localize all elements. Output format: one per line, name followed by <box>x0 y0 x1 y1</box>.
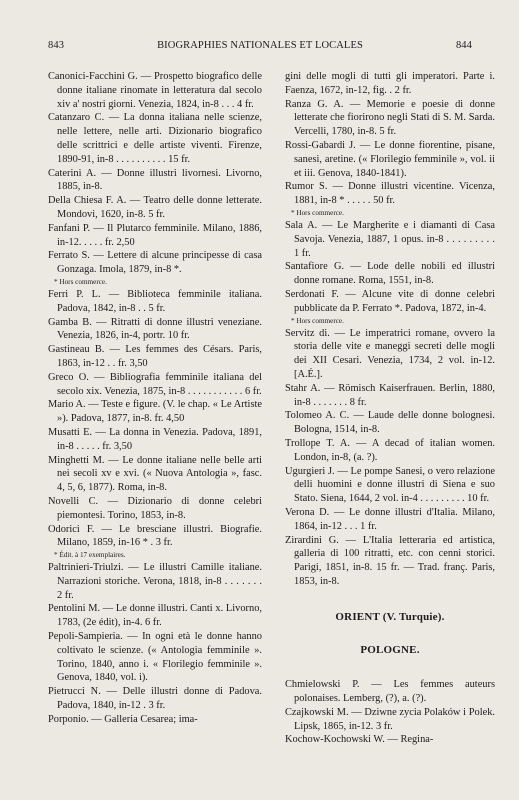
section-heading: ORIENT (V. Turquie). <box>335 610 445 623</box>
bibliography-entry: Stahr A. — Römisch Kaiserfrauen. Berlin, 1880, in-8 . . . . . . . 8 fr. <box>285 382 495 408</box>
bibliography-entry: Pentolini M. — Le donne illustri. Canti x. Livorno, 1783, (2e édit), in-4. 6 fr. <box>48 603 262 629</box>
bibliography-entry: Serdonati F. — Alcune vite di donne celebri pubblicate da P. Ferrato *. Padova, 1872, in-4. <box>285 288 495 314</box>
page-header <box>48 40 472 54</box>
right-column <box>285 70 495 747</box>
bibliography-entry: Canonici-Facchini G. — Prospetto biografico delle donne italiane rinomate in letteratura dal secolo xiv a' nostri giorni. Venezia, 1824, in-8 . . . 4 fr. <box>48 71 262 110</box>
bibliography-entry: Mario A. — Teste e figure. (V. le chap. « Le Artiste »). Padova, 1877, in-8. fr. 4,50 <box>48 399 262 425</box>
bibliography-entry: Ranza G. A. — Memorie e poesie di donne letterate che fiorirono negli Stati di S. M. Sarda. Vercelli, 1780, in-8. 5 fr. <box>285 98 495 138</box>
bibliography-entry: Musatti E. — La donna in Venezia. Padova, 1891, in-8 . . . . . fr. 3,50 <box>48 426 262 452</box>
footnote: * Édit. à 17 exemplaires. <box>54 551 126 560</box>
bibliography-entry: Odorici F. — Le bresciane illustri. Biografie. Milano, 1859, in-16 * . 3 fr. <box>48 523 262 549</box>
footnote: * Hors commerce. <box>54 277 107 286</box>
bibliography-entry: Rossi-Gabardi J. — Le donne fiorentine, pisane, sanesi, aretine. (« Florilegio femminile », vol. ii et iii. Genova, 1840-1841). <box>285 139 495 179</box>
section-heading: POLOGNE. <box>360 644 420 657</box>
running-title: BIOGRAPHIES NATIONALES ET LOCALES <box>157 40 363 51</box>
bibliography-entry: Ferrato S. — Lettere di alcune principesse di casa Gonzaga. Imola, 1879, in-8 *. <box>48 250 262 276</box>
page-number-right: 844 <box>455 40 472 51</box>
bibliography-entry: Pietrucci N. — Delle illustri donne di Padova. Padova, 1840, in-12 . 3 fr. <box>48 686 262 712</box>
bibliography-entry: Caterini A. — Donne illustri livornesi. Livorno, 1885, in-8. <box>48 167 262 193</box>
bibliography-entry: Novelli C. — Dizionario di donne celebri piemontesi. Torino, 1853, in-8. <box>48 495 262 521</box>
bibliography-entry: Porponio. — Galleria Cesarea; ima- <box>48 713 198 725</box>
bibliography-entry: Sala A. — Le Margherite e i diamanti di Casa Savoja. Venezia, 1887, 1 opus. in-8 . . . . . . . . . 1 fr. <box>285 219 495 259</box>
bibliography-entry: Gastineau B. — Les femmes des Césars. Paris, 1863, in-12 . . fr. 3,50 <box>48 344 262 369</box>
bibliography-entry: Della Chiesa F. A. — Teatro delle donne letterate. Mondovi, 1620, in-8. 5 fr. <box>48 195 262 220</box>
bibliography-entry: Santafiore G. — Lode delle nobili ed illustri donne romane. Roma, 1551, in-8. <box>285 261 495 287</box>
bibliography-entry: Minghetti M. — Le donne italiane nelle belle arti nei secoli xv e xvi. (« Nuova Antologia », fasc. 4, 5, 6, 1877). Roma, in-8. <box>48 454 262 494</box>
bibliography-entry: Rumor S. — Donne illustri vicentine. Vicenza, 1881, in-8 * . . . . . 50 fr. <box>285 181 495 207</box>
bibliography-entry: Pepoli-Sampieria. — In ogni età le donne hanno coltivato le scienze. (« Antologia femminile ». Torino, 1840, anno i. « Florilegio femminile ». Genova, 1840, vol. i). <box>48 631 262 684</box>
bibliography-entry: Paltrinieri-Triulzi. — Le illustri Camille italiane. Narrazioni storiche. Verona, 1818, in-8 . . . . . . . 2 fr. <box>48 562 262 601</box>
bibliography-entry: Tolomeo A. C. — Laude delle donne bolognesi. Bologna, 1514, in-8. <box>285 410 495 436</box>
bibliography-entry: Gamba B. — Ritratti di donne illustri veneziane. Venezia, 1826, in-4, portr. 10 fr. <box>48 316 262 342</box>
bibliography-entry: Greco O. — Bibliografia femminile italiana del secolo xix. Venezia, 1875, in-8 . . . . . . . . . . . 6 fr. <box>48 371 262 397</box>
footnote: * Hors commerce. <box>291 208 344 217</box>
footnote: * Hors commerce. <box>291 316 344 325</box>
bibliography-entry: Ferri P. L. — Biblioteca femminile italiana. Padova, 1842, in-8 . . 5 fr. <box>48 288 262 314</box>
bibliography-entry: Trollope T. A. — A decad of italian women. London, in-8, (a. ?). <box>285 437 495 463</box>
bibliography-entry: Chmielowski P. — Les femmes auteurs polonaises. Lemberg, (?), a. (?). <box>285 679 495 705</box>
bibliography-entry: Kochow-Kochowski W. — Regina- <box>285 734 434 746</box>
bibliography-entry: Zirardini G. — L'Italia letteraria ed artistica, galleria di 100 ritratti, etc. con cenni storici. Parigi, 1851, in-8. 15 fr. — Trad. franç. Paris, 1853, in-8. <box>285 534 495 587</box>
left-column <box>48 70 262 727</box>
bibliography-entry: Fanfani P. — Il Plutarco femminile. Milano, 1886, in-12. . . . . fr. 2,50 <box>48 222 262 248</box>
page-number-left: 843 <box>48 40 65 51</box>
bibliography-entry: Servitz di. — Le imperatrici romane, ovvero la storia delle vite e maneggi secreti delle mogli dei XII Cesari. Venezia, 1734, 2 vol. in-12. [A.É.]. <box>285 327 495 380</box>
bibliography-entry: Ugurgieri J. — Le pompe Sanesi, o vero relazione delli huomini e donne illustri di Siena e suo Stato. Siena, 1644, 2 vol. in-4 . . . . . . . . . 10 fr. <box>285 465 495 505</box>
bibliography-entry: Catanzaro C. — La donna italiana nelle scienze, nelle lettere, nelle arti. Dizionario biografico delle scrittrici e delle artiste viventi. Firenze, 1890-91, in-8 . . . . . . . . . . 15 fr. <box>48 112 262 165</box>
bibliography-entry: Verona D. — Le donne illustri d'Italia. Milano, 1864, in-12 . . . 1 fr. <box>285 506 495 532</box>
bibliography-entry: Czajkowski M. — Dziwne zycia Polaków i Polek. Lipsk, 1865, in-12. 3 fr. <box>285 706 495 732</box>
bibliography-entry-continued: gini delle mogli di tutti gli imperatori. Parte i. Faenza, 1672, in-12, fig. . 2 fr. <box>285 71 495 96</box>
